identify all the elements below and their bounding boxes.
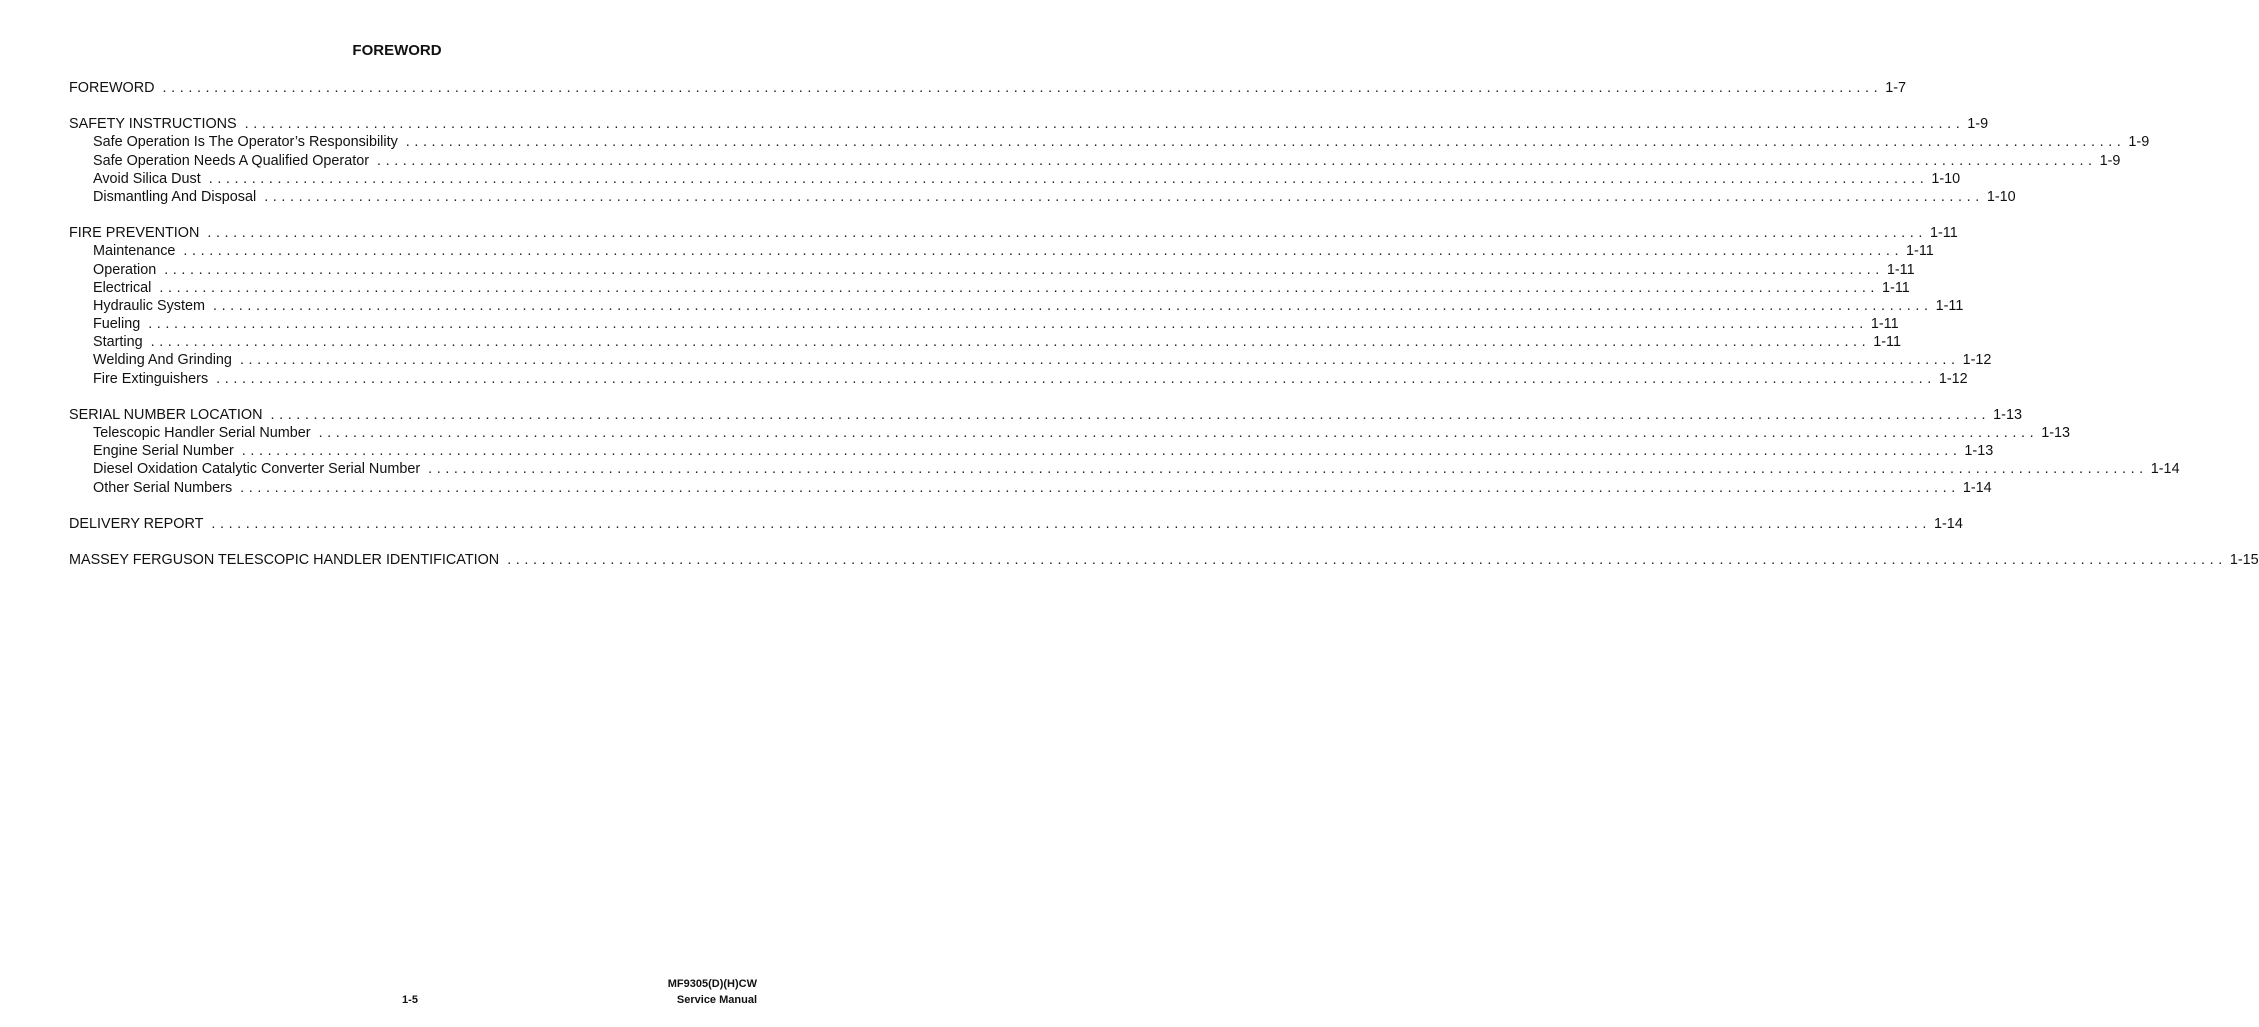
toc-subentry	[69, 333, 1901, 351]
toc-page-number: 1-13	[1993, 406, 2022, 423]
dot-leader: ........................................................................................................................................................................................................	[377, 152, 2097, 169]
toc-entry	[69, 224, 1958, 242]
toc-section	[69, 551, 2259, 569]
dot-leader: ........................................................................................................................................................................................................	[244, 116, 1965, 133]
toc-entry-label: DELIVERY REPORT	[69, 515, 204, 532]
toc-page-number: 1-9	[2099, 152, 2121, 169]
toc-subentry	[69, 424, 2071, 442]
dot-leader: ........................................................................................................................................................................................................	[159, 279, 1880, 296]
toc-page-number: 1-13	[2041, 425, 2071, 441]
toc-entry-label: Welding And Grinding	[93, 352, 232, 369]
toc-page-number: 1-14	[1934, 515, 1963, 532]
toc-subentry	[69, 370, 1968, 388]
dot-leader: ........................................................................................................................................................................................................	[148, 316, 1868, 333]
dot-leader: ........................................................................................................................................................................................................	[211, 515, 1932, 532]
dot-leader: ........................................................................................................................................................................................................	[507, 551, 2227, 568]
toc-page-number: 1-14	[1962, 479, 1992, 496]
footer-manual-title: Service Manual	[676, 994, 757, 1006]
dot-leader: ........................................................................................................................................................................................................	[183, 243, 1904, 260]
dot-leader: ........................................................................................................................................................................................................	[208, 170, 1929, 187]
dot-leader: ........................................................................................................................................................................................................	[405, 134, 2126, 151]
dot-leader: ........................................................................................................................................................................................................	[162, 80, 1883, 96]
dot-leader: ........................................................................................................................................................................................................	[428, 461, 2148, 478]
toc-page-number: 1-9	[2128, 134, 2150, 151]
toc-page-number: 1-11	[1929, 225, 1958, 242]
toc-entry-label: Operation	[93, 261, 157, 278]
toc-entry-label: Avoid Silica Dust	[93, 170, 201, 187]
toc-page-number: 1-12	[1938, 370, 1968, 387]
toc-page-number: 1-11	[1935, 297, 1964, 314]
toc-subentry	[69, 261, 1915, 279]
toc-section	[69, 224, 1992, 388]
dot-leader: ........................................................................................................................................................................................................	[164, 261, 1884, 278]
footer-page-number: 1-5	[402, 994, 418, 1006]
toc-subentry	[69, 242, 1934, 260]
toc-entry-label: Electrical	[93, 279, 152, 296]
toc-page-number: 1-15	[2229, 551, 2259, 568]
toc-entry-label: Dismantling And Disposal	[93, 188, 257, 205]
toc-entry-label: Diesel Oxidation Catalytic Converter Serial Number	[93, 461, 421, 478]
toc-page-number: 1-11	[1882, 279, 1910, 296]
toc-entry	[69, 551, 2259, 569]
dot-leader: ........................................................................................................................................................................................................	[264, 188, 1984, 205]
toc-entry-label: Telescopic Handler Serial Number	[93, 425, 311, 441]
table-of-contents	[69, 79, 2259, 587]
toc-page-number: 1-11	[1906, 243, 1934, 260]
toc-page-number: 1-11	[1873, 334, 1901, 351]
toc-page-number: 1-13	[1964, 443, 1994, 460]
toc-page-number: 1-11	[1870, 316, 1899, 333]
toc-entry	[69, 515, 1963, 533]
toc-subentry	[69, 279, 1910, 297]
toc-section	[69, 406, 2180, 497]
toc-page-number: 1-12	[1962, 352, 1992, 369]
toc-section	[69, 115, 2150, 206]
toc-entry	[69, 115, 1989, 133]
toc-subentry	[69, 133, 2150, 151]
toc-subentry	[69, 170, 1961, 188]
page-title: FOREWORD	[352, 42, 442, 59]
dot-leader: ........................................................................................................................................................................................................	[239, 352, 1960, 369]
toc-entry-label: SERIAL NUMBER LOCATION	[69, 406, 263, 423]
toc-page-number: 1-7	[1885, 80, 1906, 96]
toc-subentry	[69, 479, 1992, 497]
toc-subentry	[69, 351, 1992, 369]
toc-page-number: 1-11	[1886, 261, 1915, 278]
dot-leader: ........................................................................................................................................................................................................	[216, 370, 1936, 387]
dot-leader: ........................................................................................................................................................................................................	[207, 225, 1927, 242]
toc-entry	[69, 79, 1906, 97]
toc-subentry	[69, 297, 1964, 315]
toc-entry-label: Other Serial Numbers	[93, 479, 233, 496]
toc-entry-label: FIRE PREVENTION	[69, 225, 200, 242]
toc-page-number: 1-10	[1986, 188, 2016, 205]
toc-entry-label: Fire Extinguishers	[93, 370, 209, 387]
toc-entry	[69, 406, 2022, 424]
toc-entry-label: FOREWORD	[69, 80, 155, 96]
toc-entry-label: MASSEY FERGUSON TELESCOPIC HANDLER IDENTIFICATION	[69, 551, 500, 568]
toc-entry-label: SAFETY INSTRUCTIONS	[69, 116, 237, 133]
toc-subentry	[69, 315, 1899, 333]
toc-section	[69, 515, 1963, 533]
toc-page-number: 1-10	[1931, 170, 1961, 187]
toc-entry-label: Hydraulic System	[93, 297, 205, 314]
toc-entry-label: Maintenance	[93, 243, 176, 260]
dot-leader: ........................................................................................................................................................................................................	[270, 406, 1991, 423]
toc-entry-label: Fueling	[93, 316, 141, 333]
dot-leader: ........................................................................................................................................................................................................	[212, 297, 1933, 314]
dot-leader: ........................................................................................................................................................................................................	[318, 425, 2039, 441]
toc-page-number: 1-9	[1967, 116, 1989, 133]
toc-subentry	[69, 188, 2016, 206]
toc-subentry	[69, 442, 1994, 460]
toc-section	[69, 79, 1906, 97]
toc-subentry	[69, 152, 2121, 170]
toc-subentry	[69, 460, 2180, 478]
footer-model-code: MF9305(D)(H)CW	[667, 978, 757, 990]
dot-leader: ........................................................................................................................................................................................................	[240, 479, 1960, 496]
toc-entry-label: Safe Operation Needs A Qualified Operator	[93, 152, 369, 169]
toc-entry-label: Engine Serial Number	[93, 443, 234, 460]
toc-page-number: 1-14	[2150, 461, 2180, 478]
toc-entry-label: Safe Operation Is The Operator’s Responsibility	[93, 134, 398, 151]
dot-leader: ........................................................................................................................................................................................................	[241, 443, 1962, 460]
dot-leader: ........................................................................................................................................................................................................	[150, 334, 1871, 351]
toc-entry-label: Starting	[93, 334, 143, 351]
